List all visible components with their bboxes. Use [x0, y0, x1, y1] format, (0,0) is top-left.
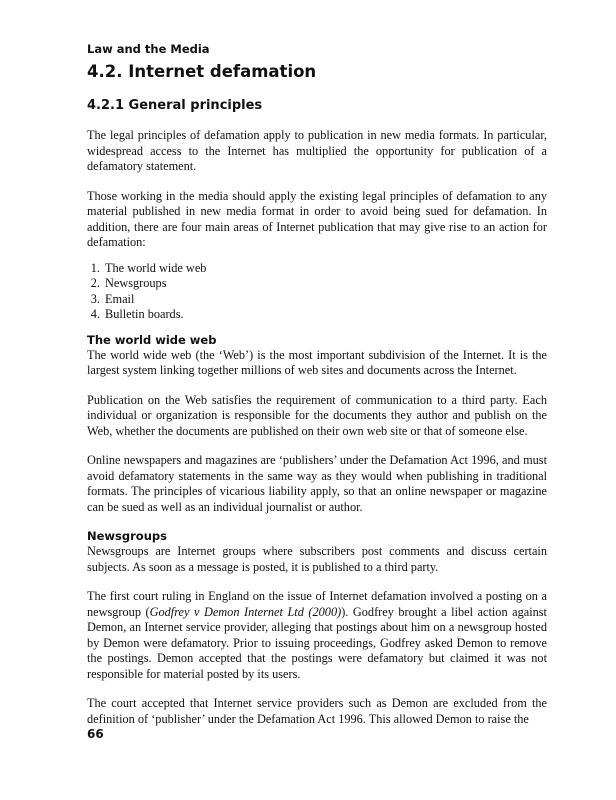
list-item: 4. Bulletin boards.	[103, 307, 547, 323]
intro-paragraph-2: Those working in the media should apply the existing legal principles of defamation to any material published in new media format in order to avoid being sued for defamation. In addition, there are four main areas of Internet publication that may give rise to an action for defamation:	[87, 188, 547, 249]
newsgroups-heading: Newsgroups	[87, 529, 167, 543]
www-paragraph-2: Publication on the Web satisfies the requirement of communication to a third party. Each individual or organization is responsible for the documents they author and publish on the Web, whether the documents are published on their own web site or that of someone else.	[87, 392, 547, 438]
newsgroups-paragraph-1: Newsgroups are Internet groups where subscribers post comments and discuss certain subjects. As soon as a message is posted, it is published to a third party.	[87, 544, 547, 574]
list-item: 1. The world wide web	[103, 261, 547, 277]
list-item: 2. Newsgroups	[103, 276, 547, 292]
www-paragraph-3: Online newspapers and magazines are ‘publishers’ under the Defamation Act 1996, and must avoid defamatory statements in the same way as they would when publishing in traditional formats. The principles of vicarious liability apply, so that an online newspaper or magazine can be sued as well as an individual journalist or author.	[87, 453, 547, 514]
case-citation: Godfrey v Demon Internet Ltd (2000)	[149, 604, 342, 619]
text-run: ). Godfrey brought a libel action against Demon, an Internet service provider, alleging that postings about him on a newsgroup hosted by Demon were defamatory. Prior to issuing proceedings, Godfrey asked Demon to remove the postings. Demon accepted that the postings were defamatory but claimed it was not responsible for material posted by its users.	[87, 604, 547, 681]
publication-areas-list	[87, 261, 547, 323]
section-title: 4.2. Internet defamation	[87, 62, 317, 81]
newsgroups-paragraph-2	[87, 589, 547, 682]
section-subtitle: 4.2.1 General principles	[87, 98, 263, 113]
newsgroups-paragraph-3: The court accepted that Internet service providers such as Demon are excluded from the definition of ‘publisher’ under the Defamation Act 1996. This allowed Demon to raise the	[87, 696, 547, 726]
page-number: 66	[87, 727, 104, 741]
list-item: 3. Email	[103, 292, 547, 308]
running-head: Law and the Media	[87, 42, 210, 56]
text-run: The first court ruling in England on the issue of Internet defamation involved a posting on a newsgroup (	[87, 589, 547, 619]
page-body	[87, 42, 547, 741]
www-paragraph-1: The world wide web (the ‘Web’) is the most important subdivision of the Internet. It is the largest system linking together millions of web sites and documents across the Internet.	[87, 347, 547, 377]
intro-paragraph-1: The legal principles of defamation apply to publication in new media formats. In particular, widespread access to the Internet has multiplied the opportunity for publication of a defamatory statement.	[87, 128, 547, 173]
www-heading: The world wide web	[87, 332, 217, 347]
